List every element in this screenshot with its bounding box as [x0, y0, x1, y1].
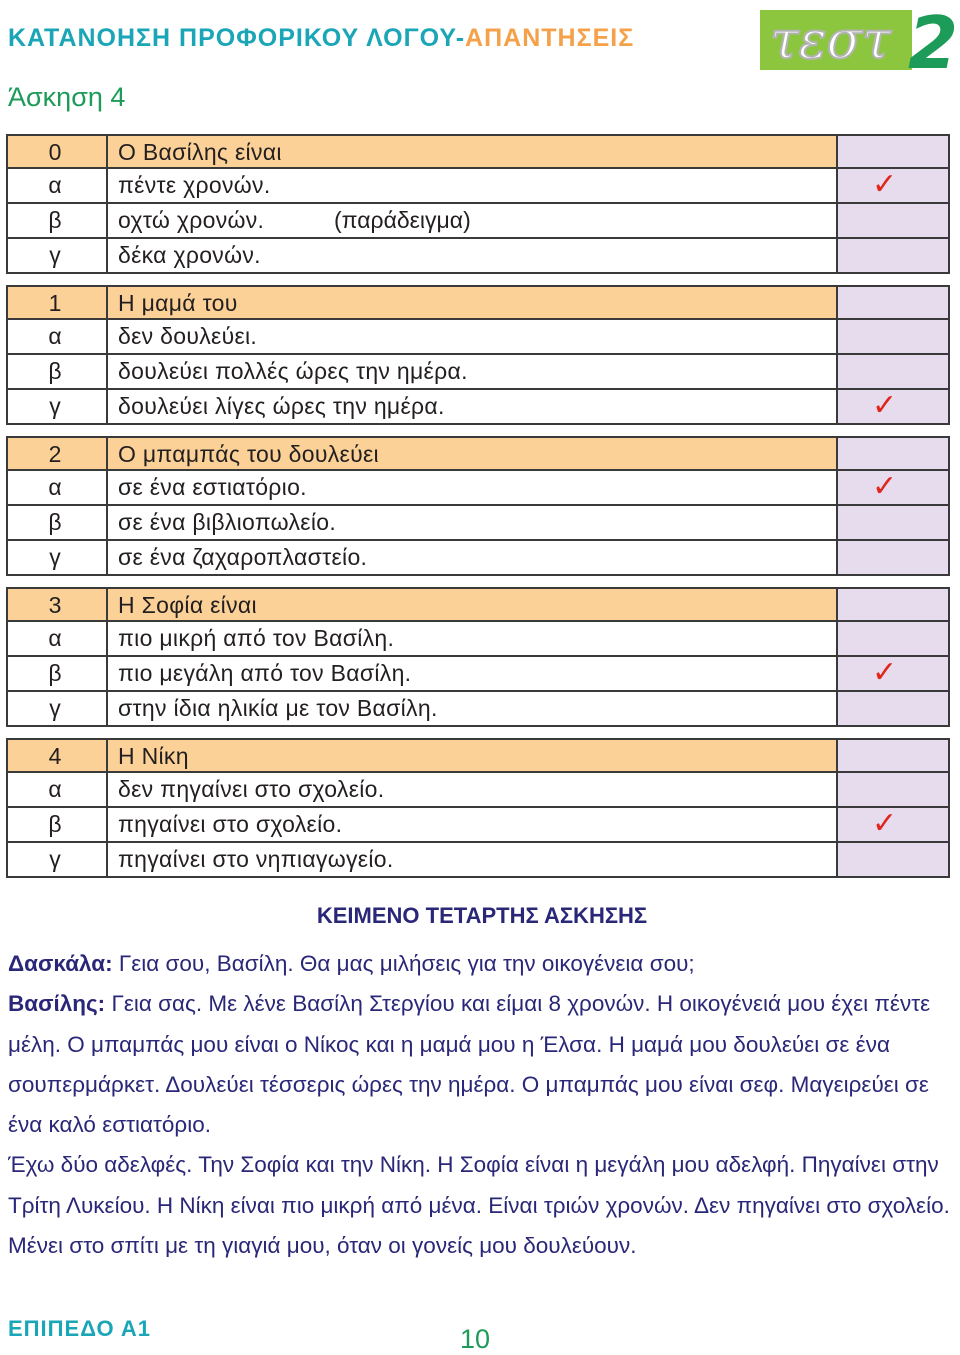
- option-row: [6, 506, 950, 541]
- option-text: πηγαίνει στο σχολείο.: [118, 811, 343, 837]
- header-title: [8, 24, 634, 53]
- option-letter: α: [8, 622, 108, 655]
- option-text: πέντε χρονών.: [118, 172, 271, 198]
- option-text: δουλεύει πολλές ώρες την ημέρα.: [118, 358, 468, 384]
- header-title-main: ΚΑΤΑΝΟΗΣΗ ΠΡΟΦΟΡΙΚΟΥ ΛΟΓΟΥ-: [8, 24, 466, 52]
- option-text: δέκα χρονών.: [118, 242, 261, 268]
- option-letter: γ: [8, 541, 108, 574]
- option-row: [6, 692, 950, 727]
- option-letter: β: [8, 355, 108, 388]
- answer-cell: [836, 541, 948, 574]
- checkmark-icon: ✓: [872, 655, 898, 690]
- option-letter: γ: [8, 239, 108, 272]
- option-text: δουλεύει λίγες ώρες την ημέρα.: [118, 393, 445, 419]
- logo-number: 2: [908, 6, 958, 72]
- footer-level: ΕΠΙΠΕΔΟ Α1: [8, 1316, 151, 1341]
- option-text: σε ένα ζαχαροπλαστείο.: [118, 544, 368, 570]
- option-text: σε ένα εστιατόριο.: [118, 474, 307, 500]
- question-text: Ο Βασίλης είναι: [118, 139, 282, 165]
- transcript-line-teacher: Γεια σου, Βασίλη. Θα μας μιλήσεις για την οικογένεια σου;: [112, 951, 695, 976]
- option-letter: γ: [8, 692, 108, 725]
- option-row: [6, 471, 950, 506]
- option-row: [6, 808, 950, 843]
- answer-cell: [836, 204, 948, 237]
- answer-cell: [836, 169, 948, 202]
- answer-cell: [836, 438, 948, 469]
- option-text: σε ένα βιβλιοπωλείο.: [118, 509, 337, 535]
- question-text: Η μαμά του: [118, 290, 238, 316]
- checkmark-icon: ✓: [872, 469, 898, 504]
- answer-cell: [836, 740, 948, 771]
- option-row: [6, 541, 950, 576]
- answer-cell: [836, 589, 948, 620]
- question-number: 3: [8, 589, 108, 620]
- option-text: πιο μεγάλη από τον Βασίλη.: [118, 660, 412, 686]
- example-note: (παράδειγμα): [334, 207, 471, 233]
- option-row: [6, 239, 950, 274]
- page-number: 10: [460, 1324, 491, 1354]
- answer-cell: [836, 808, 948, 841]
- question-number: 2: [8, 438, 108, 469]
- question-number: 4: [8, 740, 108, 771]
- option-row: [6, 320, 950, 355]
- question-row: [6, 134, 950, 169]
- option-row: [6, 657, 950, 692]
- option-letter: γ: [8, 843, 108, 876]
- question-row: [6, 738, 950, 773]
- question-number: 1: [8, 287, 108, 318]
- answer-cell: [836, 390, 948, 423]
- checkmark-icon: ✓: [872, 388, 898, 423]
- checkmark-icon: ✓: [872, 806, 898, 841]
- answer-cell: [836, 843, 948, 876]
- option-row: [6, 773, 950, 808]
- answer-cell: [836, 692, 948, 725]
- transcript-title: ΚΕΙΜΕΝΟ ΤΕΤΑΡΤΗΣ ΑΣΚΗΣΗΣ: [316, 903, 648, 928]
- answer-cell: [836, 622, 948, 655]
- option-text: πηγαίνει στο νηπιαγωγείο.: [118, 846, 394, 872]
- question-group: [6, 134, 950, 274]
- question-number: 0: [8, 136, 108, 167]
- option-text: δεν πηγαίνει στο σχολείο.: [118, 776, 385, 802]
- question-row: [6, 436, 950, 471]
- answer-cell: [836, 136, 948, 167]
- logo-text: τεστ: [770, 11, 891, 71]
- question-group: [6, 285, 950, 425]
- option-row: [6, 355, 950, 390]
- option-text: δεν δουλεύει.: [118, 323, 258, 349]
- answer-cell: [836, 355, 948, 388]
- question-text: Η Νίκη: [118, 743, 189, 769]
- question-text: Η Σοφία είναι: [118, 592, 257, 618]
- option-row: [6, 204, 950, 239]
- option-letter: α: [8, 169, 108, 202]
- option-letter: α: [8, 320, 108, 353]
- option-letter: β: [8, 204, 108, 237]
- test-logo: [758, 6, 958, 72]
- answer-cell: [836, 287, 948, 318]
- transcript-line-sisters: Έχω δύο αδελφές. Την Σοφία και την Νίκη. Η Σοφία είναι η μεγάλη μου αδελφή. Πηγαίνει στην Τρίτη Λυκείου. Η Νίκη είναι πιο μικρή από μένα. Είναι τριών χρονών. Δεν πηγαίνει στο σχολείο. Μένει στο σπίτι με τη γιαγιά μου, όταν οι γονείς μου δουλεύουν.: [8, 1152, 950, 1259]
- header-title-answers: ΑΠΑΝΤΗΣΕΙΣ: [465, 24, 635, 52]
- option-row: [6, 843, 950, 878]
- transcript-line-vasilis: Γεια σας. Με λένε Βασίλη Στεργίου και είμαι 8 χρονών. Η οικογένειά μου έχει πέντε μέλη. Ο μπαμπάς μου είναι ο Νίκος και η μαμά μου η Έλσα. Η μαμά μου δουλεύει σε ένα σουπερμάρκετ. Δουλεύει τέσσερις ώρες την ημέρα. Ο μπαμπάς μου είναι σεφ. Μαγειρεύει σε ένα καλό εστιατόριο.: [8, 991, 931, 1138]
- answer-cell: [836, 320, 948, 353]
- answer-cell: [836, 239, 948, 272]
- question-row: [6, 587, 950, 622]
- question-text: Ο μπαμπάς του δουλεύει: [118, 441, 379, 467]
- question-group: [6, 738, 950, 878]
- exercise-title: Άσκηση 4: [8, 82, 126, 112]
- question-group: [6, 587, 950, 727]
- transcript: [8, 944, 953, 1266]
- question-group: [6, 436, 950, 576]
- option-row: [6, 390, 950, 425]
- option-text: πιο μικρή από τον Βασίλη.: [118, 625, 395, 651]
- option-letter: α: [8, 773, 108, 806]
- option-letter: β: [8, 808, 108, 841]
- speaker-vasilis: Βασίλης:: [8, 991, 106, 1017]
- option-text: οχτώ χρονών.: [118, 207, 265, 233]
- option-row: [6, 169, 950, 204]
- answer-table: [6, 134, 950, 889]
- answer-cell: [836, 657, 948, 690]
- option-text: στην ίδια ηλικία με τον Βασίλη.: [118, 695, 438, 721]
- answer-cell: [836, 773, 948, 806]
- option-letter: α: [8, 471, 108, 504]
- option-letter: β: [8, 657, 108, 690]
- option-row: [6, 622, 950, 657]
- checkmark-icon: ✓: [872, 167, 898, 202]
- option-letter: β: [8, 506, 108, 539]
- answer-cell: [836, 471, 948, 504]
- option-letter: γ: [8, 390, 108, 423]
- answer-cell: [836, 506, 948, 539]
- speaker-teacher: Δασκάλα:: [8, 951, 113, 976]
- question-row: [6, 285, 950, 320]
